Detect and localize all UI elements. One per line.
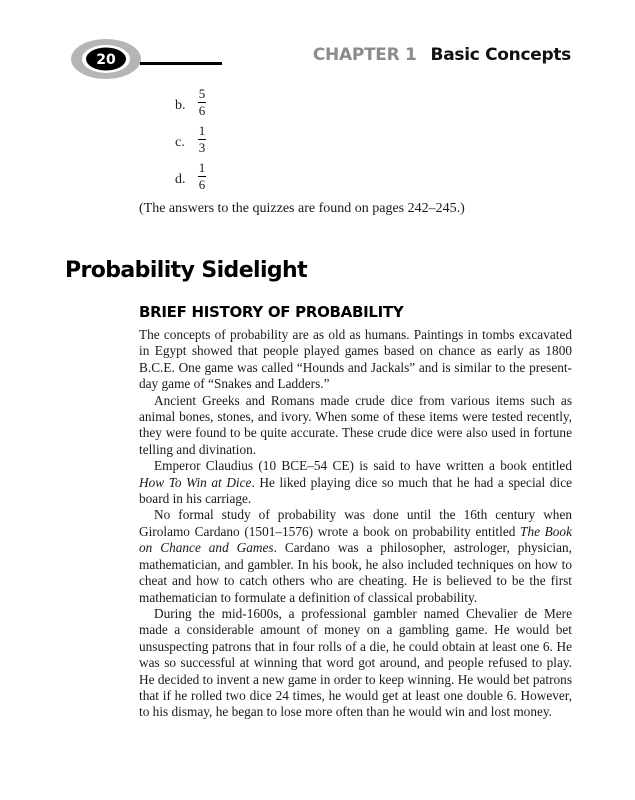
page-number-badge (70, 37, 142, 81)
chapter-label: CHAPTER 1 (312, 45, 417, 65)
paragraph-text: Emperor Claudius (10 BCE–54 CE) is said to have written a book entitled (154, 458, 572, 474)
paragraph: Ancient Greeks and Romans made crude dice from various items such as animal bones, stones, and ivory. When some of these items were tested recently, they were found to be quite accurate. These crude dice were also used in fortune telling and divination. (139, 392, 572, 457)
chapter-heading (313, 45, 571, 65)
header-rule (140, 62, 222, 65)
fraction-numerator: 1 (198, 160, 206, 175)
subsection-title: BRIEF HISTORY OF PROBABILITY (139, 303, 404, 321)
fraction-denominator: 6 (198, 103, 206, 118)
option-fraction (196, 87, 208, 118)
option-fraction (196, 161, 208, 192)
book-title: The Book on Chance and Games (139, 523, 572, 556)
book-title: How To Win at Dice (139, 474, 252, 490)
paragraph: The concepts of probability are as old as humans. Paintings in tombs excavated in Egypt showed that people played games based on chance as early as 1800 B.C.E. One game was called “Hounds and Jackals” and is similar to the present-day game of “Snakes and Ladders.” (139, 327, 572, 392)
page-number: 20 (96, 52, 116, 68)
paragraph: During the mid-1600s, a professional gambler named Chevalier de Mere made a considerable amount of money on a gambling game. He would bet unsuspecting patrons that in four rolls of a die, he could obtain at least one 6. He was so successful at winning that word got around, and people refused to play. He decided to invent a new game in order to keep winning. He would bet patrons that if he rolled two dice 24 times, he would get at least one double 6. However, to his dismay, he began to lose more often than he would win and lost money. (139, 605, 572, 720)
paragraph (139, 507, 572, 605)
page-header (0, 0, 635, 90)
fraction-numerator: 1 (198, 123, 206, 138)
option-letter: d. (175, 172, 186, 187)
answers-note: (The answers to the quizzes are found on pages 242–245.) (139, 201, 465, 216)
paragraph-text: No formal study of probability was done until the 16th century when Girolamo Cardano (1501–1576) wrote a book on probability entitled (139, 507, 572, 539)
paragraph-text: . Cardano was a philosopher, astrologer, physician, mathematician, and gambler. In his book, he also included techniques on how to cheat and how to catch others who are cheating. He is believed to be the first mathematician to formulate a definition of classical probability. (139, 540, 573, 605)
paragraph (139, 458, 572, 507)
option-fraction (196, 124, 208, 155)
fraction-denominator: 6 (198, 177, 206, 192)
fraction-denominator: 3 (198, 140, 206, 155)
option-letter: c. (175, 135, 185, 150)
body-text (139, 327, 572, 721)
section-title: Probability Sidelight (65, 258, 308, 283)
option-letter: b. (175, 98, 186, 113)
fraction-numerator: 5 (198, 86, 206, 101)
paragraph-text: . He liked playing dice so much that he had a special dice board in his carriage. (139, 474, 572, 507)
chapter-title: Basic Concepts (430, 45, 571, 65)
